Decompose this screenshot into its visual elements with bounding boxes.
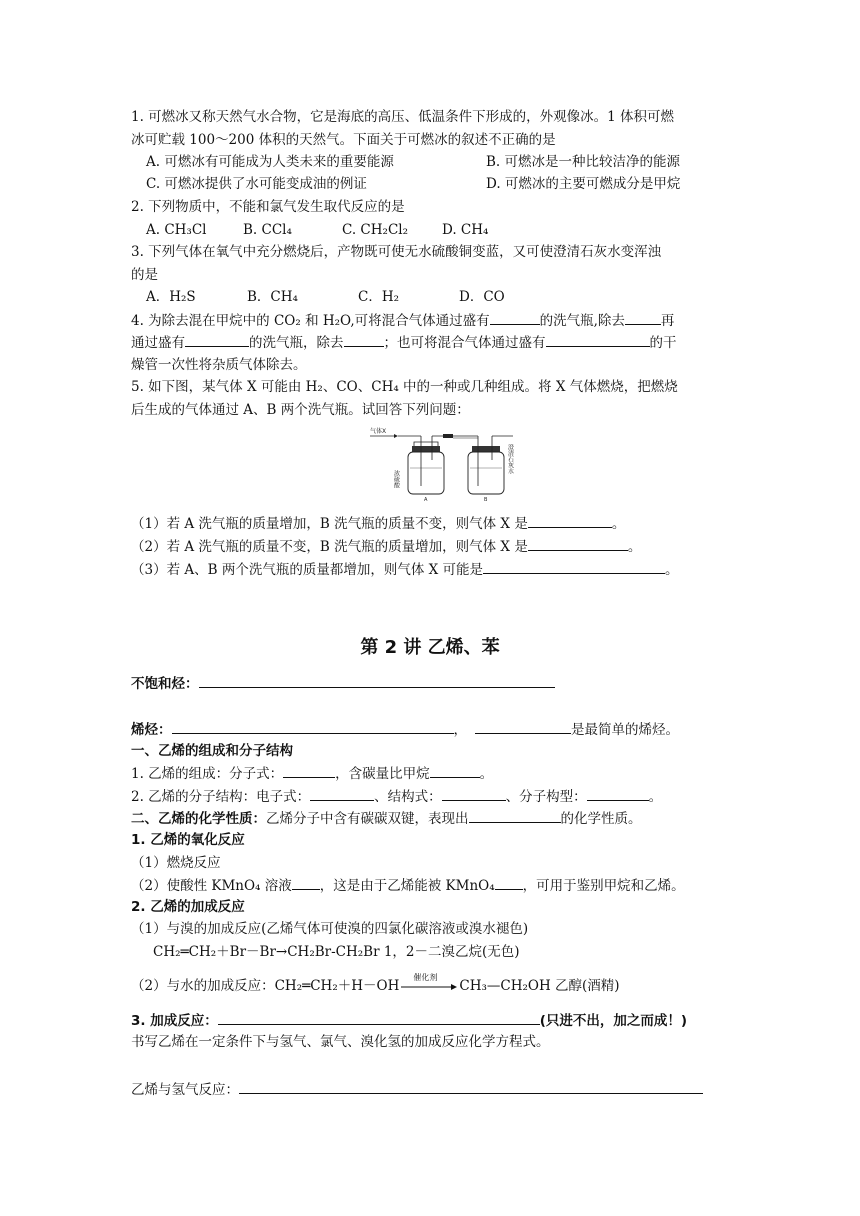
unsaturated-hydrocarbon-line: 不饱和烃： <box>131 673 555 694</box>
blank[interactable] <box>483 559 665 574</box>
addition-reaction-def: 3. 加成反应： (只进不出，加之而成！) <box>131 1010 687 1031</box>
heading-composition-structure: 一、乙烯的组成和分子结构 <box>131 743 293 759</box>
blank[interactable] <box>239 1079 703 1094</box>
blank[interactable] <box>490 310 540 325</box>
kmno4-line: （2）使酸性 KMnO₄ 溶液 ，这是由于乙烯能被 KMnO₄ ，可用于鉴别甲烷和乙烯。 <box>131 875 685 896</box>
q4-line1: 4. 为除去混在甲烷中的 CO₂ 和 H₂O,可将混合气体通过盛有 的洗气瓶,除去 再 <box>131 310 674 331</box>
blank[interactable] <box>218 1010 540 1025</box>
blank[interactable] <box>283 763 335 778</box>
write-equations-instruction: 书写乙烯在一定条件下与氢气、氯气、溴化氢的加成反应化学方程式。 <box>131 1034 550 1050</box>
q3-option-d: D．CO <box>459 289 505 305</box>
hydrogen-reaction-line: 乙烯与氢气反应： <box>131 1079 703 1100</box>
fig-left-label: 浓硫酸 <box>392 470 400 488</box>
q2-option-b: B. CCl₄ <box>243 222 292 238</box>
blank[interactable] <box>344 332 384 347</box>
q2-option-c: C. CH₂Cl₂ <box>342 222 409 238</box>
blank[interactable] <box>442 786 506 801</box>
q5-sub2: （2）若 A 洗气瓶的质量不变，B 洗气瓶的质量增加，则气体 X 是 。 <box>131 536 641 557</box>
q2-option-a: A. CH₃Cl <box>146 222 207 238</box>
blank[interactable] <box>528 536 628 551</box>
q1-option-b: B. 可燃冰是一种比较洁净的能源 <box>486 154 681 170</box>
blank[interactable] <box>199 673 555 688</box>
blank[interactable] <box>430 763 480 778</box>
q3-option-a: A．H₂S <box>146 289 196 305</box>
catalyst-arrow: 催化剂 <box>399 980 459 994</box>
blank[interactable] <box>310 786 374 801</box>
heading-oxidation: 1. 乙烯的氧化反应 <box>131 832 245 848</box>
blank[interactable] <box>475 719 571 734</box>
q1-stem-line1: 1. 可燃冰又称天然气水合物，它是海底的高压、低温条件下形成的，外观像冰。1 体积可燃 <box>131 109 675 125</box>
blank[interactable] <box>469 808 561 823</box>
q4-line2: 通过盛有 的洗气瓶，除去 ；也可将混合气体通过盛有 的干 <box>131 332 677 353</box>
q1-option-a: A. 可燃冰有可能成为人类未来的重要能源 <box>146 154 394 170</box>
fig-right-label: 澄清石灰水 <box>506 444 514 474</box>
blank[interactable] <box>625 310 661 325</box>
fig-bottle-a: A <box>424 497 428 502</box>
blank[interactable] <box>528 513 612 528</box>
q5-stem-line1: 5. 如下图，某气体 X 可能由 H₂、CO、CH₄ 中的一种或几种组成。将 X 气体燃烧，把燃烧 <box>131 379 678 395</box>
bromine-addition: （1）与溴的加成反应(乙烯气体可使溴的四氯化碳溶液或溴水褪色) <box>131 921 529 937</box>
q1-option-c: C. 可燃冰提供了水可能变成油的例证 <box>146 176 367 192</box>
ethylene-composition: 1. 乙烯的组成：分子式： ，含碳量比甲烷 。 <box>131 763 493 784</box>
q5-sub3: （3）若 A、B 两个洗气瓶的质量都增加，则气体 X 可能是 。 <box>131 559 679 580</box>
q3-stem-line1: 3. 下列气体在氧气中充分燃烧后，产物既可使无水硫酸铜变蓝，又可使澄清石灰水变浑浊 <box>131 244 662 260</box>
q2-stem: 2. 下列物质中，不能和氯气发生取代反应的是 <box>131 199 405 215</box>
q2-options <box>146 220 488 240</box>
heading-chemical-properties: 二、乙烯的化学性质：乙烯分子中含有碳碳双键，表现出 的化学性质。 <box>131 808 642 829</box>
blank[interactable] <box>546 332 650 347</box>
blank[interactable] <box>495 875 523 890</box>
section-title: 第 2 讲 乙烯、苯 <box>360 637 500 658</box>
blank[interactable] <box>185 332 249 347</box>
combustion-line: （1）燃烧反应 <box>131 855 221 871</box>
water-addition: （2）与水的加成反应：CH₂═CH₂＋H－OH 催化剂 CH₃—CH₂OH 乙醇(酒精) <box>131 972 620 994</box>
alkene-line: 烯烃： ， 是最简单的烯烃。 <box>131 719 679 740</box>
heading-addition: 2. 乙烯的加成反应 <box>131 899 245 915</box>
q5-stem-line2: 后生成的气体通过 A、B 两个洗气瓶。试回答下列问题： <box>131 402 470 418</box>
fig-bottle-b: B <box>484 497 488 502</box>
bromine-equation: CH₂═CH₂＋Br－Br→CH₂Br-CH₂Br 1，2－二溴乙烷(无色) <box>153 944 520 960</box>
q1-stem-line2: 冰可贮载 100～200 体积的天然气。下面关于可燃冰的叙述不正确的是 <box>131 132 556 148</box>
blank[interactable] <box>292 875 320 890</box>
blank[interactable] <box>587 786 649 801</box>
ethylene-structure: 2. 乙烯的分子结构：电子式： 、结构式： 、分子构型： 。 <box>131 786 662 807</box>
blank[interactable] <box>172 719 454 734</box>
q5-sub1: （1）若 A 洗气瓶的质量增加，B 洗气瓶的质量不变，则气体 X 是 。 <box>131 513 625 534</box>
q3-option-c: C．H₂ <box>358 289 400 305</box>
gas-washing-bottles-figure <box>368 424 518 502</box>
q2-option-d: D. CH₄ <box>442 222 489 238</box>
q1-option-d: D. 可燃冰的主要可燃成分是甲烷 <box>486 176 681 192</box>
fig-gas-label: 气体X <box>370 428 387 435</box>
q4-line3: 燥管一次性将杂质气体除去。 <box>131 357 307 373</box>
q3-stem-line2: 的是 <box>131 267 158 283</box>
q3-option-b: B．CH₄ <box>247 289 298 305</box>
q3-options <box>146 287 505 307</box>
